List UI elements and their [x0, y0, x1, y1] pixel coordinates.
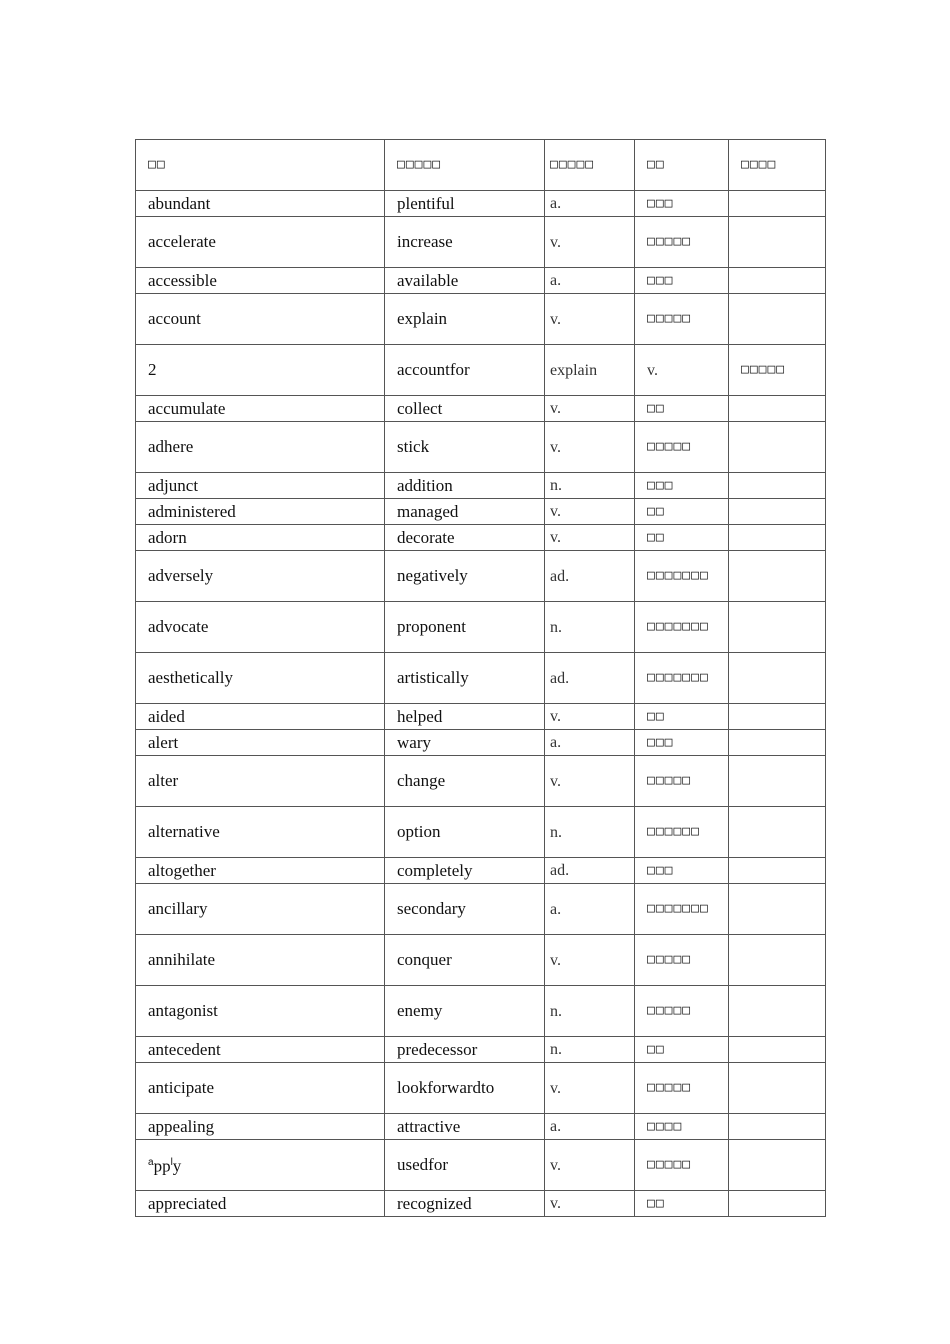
cell-word — [136, 1037, 385, 1063]
part-of-speech: a. — [550, 734, 562, 751]
part-of-speech: v. — [550, 529, 561, 546]
cell-note — [729, 1191, 826, 1217]
cell-synonym — [385, 986, 545, 1037]
placeholder-glyphs: □□□□□ — [647, 1003, 692, 1018]
cell-meaning — [635, 858, 729, 884]
part-of-speech: n. — [550, 1002, 562, 1020]
cell-text: ancillary — [148, 899, 208, 918]
cell-meaning — [635, 653, 729, 704]
cell-pos — [545, 268, 635, 294]
cell-text: enemy — [397, 1001, 443, 1020]
cell-pos — [545, 473, 635, 499]
cell-pos — [545, 217, 635, 268]
table-row — [136, 602, 826, 653]
part-of-speech: v. — [550, 438, 561, 456]
cell-note — [729, 499, 826, 525]
cell-text: accelerate — [148, 232, 216, 251]
placeholder-glyphs: □□□□□□□ — [647, 670, 709, 685]
cell-meaning — [635, 294, 729, 345]
placeholder-glyphs: □□□□□ — [647, 1080, 692, 1095]
cell-synonym — [385, 268, 545, 294]
part-of-speech: n. — [550, 1041, 562, 1058]
placeholder-glyphs: □□□□□□ — [647, 824, 700, 839]
cell-word — [136, 396, 385, 422]
part-of-speech: n. — [550, 618, 562, 636]
cell-meaning — [635, 473, 729, 499]
cell-synonym — [385, 396, 545, 422]
placeholder-glyphs: □□□□□ — [647, 234, 692, 249]
cell-synonym — [385, 191, 545, 217]
cell-pos — [545, 1037, 635, 1063]
placeholder-glyphs: □□□ — [647, 195, 674, 211]
cell-text: option — [397, 822, 441, 841]
header-cell-synonym: □□□□□ — [385, 140, 545, 191]
table-row — [136, 499, 826, 525]
cell-synonym — [385, 858, 545, 884]
cell-note — [729, 884, 826, 935]
cell-word — [136, 473, 385, 499]
cell-synonym — [385, 704, 545, 730]
header-cell-pos: □□□□□ — [545, 140, 635, 191]
cell-text: account — [148, 309, 201, 328]
cell-synonym — [385, 551, 545, 602]
cell-text: adjunct — [148, 475, 199, 495]
table-row — [136, 858, 826, 884]
cell-meaning — [635, 1063, 729, 1114]
cell-text: aesthetically — [148, 668, 233, 687]
cell-text: wary — [397, 732, 431, 752]
cell-meaning — [635, 730, 729, 756]
cell-pos — [545, 191, 635, 217]
cell-word — [136, 294, 385, 345]
part-of-speech: explain — [550, 361, 598, 379]
cell-text: addition — [397, 475, 453, 495]
cell-pos — [545, 499, 635, 525]
cell-pos — [545, 1063, 635, 1114]
cell-text: 2 — [148, 360, 157, 379]
placeholder-glyphs: □□□ — [647, 272, 674, 288]
cell-meaning — [635, 268, 729, 294]
cell-meaning — [635, 191, 729, 217]
cell-synonym — [385, 653, 545, 704]
cell-meaning — [635, 1140, 729, 1191]
table-row — [136, 756, 826, 807]
cell-synonym — [385, 525, 545, 551]
cell-synonym — [385, 1191, 545, 1217]
placeholder-glyphs: □□□□□ — [647, 952, 692, 967]
cell-text: stick — [397, 437, 430, 456]
cell-pos — [545, 986, 635, 1037]
cell-text: antecedent — [148, 1039, 221, 1059]
cell-text: conquer — [397, 950, 452, 969]
placeholder-glyphs: □□□□□□□ — [647, 568, 709, 583]
cell-word — [136, 345, 385, 396]
cell-note — [729, 422, 826, 473]
cell-text: usedfor — [397, 1155, 448, 1174]
word-fragment: pp — [153, 1156, 171, 1176]
cell-pos — [545, 1114, 635, 1140]
placeholder-glyphs: □□□□□□□ — [647, 619, 709, 634]
table-row — [136, 1114, 826, 1140]
cell-note — [729, 217, 826, 268]
cell-word — [136, 525, 385, 551]
cell-text: abundant — [148, 193, 211, 213]
cell-pos — [545, 730, 635, 756]
cell-synonym — [385, 756, 545, 807]
part-of-speech: v. — [647, 361, 658, 379]
cell-synonym — [385, 294, 545, 345]
cell-text: alert — [148, 732, 179, 752]
cell-word — [136, 653, 385, 704]
cell-note — [729, 191, 826, 217]
part-of-speech: v. — [550, 1079, 561, 1097]
cell-note — [729, 807, 826, 858]
cell-text: anticipate — [148, 1078, 215, 1097]
cell-meaning — [635, 1037, 729, 1063]
part-of-speech: ad. — [550, 669, 570, 687]
table-row — [136, 653, 826, 704]
cell-synonym — [385, 602, 545, 653]
cell-pos — [545, 1191, 635, 1217]
cell-note — [729, 704, 826, 730]
cell-text: collect — [397, 398, 443, 418]
cell-word — [136, 499, 385, 525]
cell-synonym — [385, 345, 545, 396]
cell-pos — [545, 294, 635, 345]
cell-word — [136, 756, 385, 807]
cell-text: completely — [397, 860, 473, 880]
cell-synonym — [385, 1037, 545, 1063]
header-cell-note: □□□□ — [729, 140, 826, 191]
cell-text: change — [397, 771, 446, 790]
vocabulary-table — [135, 139, 826, 1217]
table-row — [136, 730, 826, 756]
word-fragment: a — [148, 1157, 154, 1169]
cell-synonym — [385, 473, 545, 499]
cell-word — [136, 268, 385, 294]
cell-text: explain — [397, 309, 448, 328]
cell-pos — [545, 1140, 635, 1191]
table-row — [136, 986, 826, 1037]
cell-text: administered — [148, 501, 236, 521]
cell-note — [729, 473, 826, 499]
word-fragment: y — [172, 1156, 182, 1176]
table-row — [136, 422, 826, 473]
cell-note — [729, 345, 826, 396]
table-row — [136, 1191, 826, 1217]
cell-pos — [545, 422, 635, 473]
part-of-speech: a. — [550, 1118, 562, 1135]
cell-word — [136, 1063, 385, 1114]
placeholder-glyphs: □□□□□ — [647, 311, 692, 326]
table-row — [136, 551, 826, 602]
table-row — [136, 1063, 826, 1114]
cell-synonym — [385, 1114, 545, 1140]
cell-pos — [545, 935, 635, 986]
cell-text: artistically — [397, 668, 469, 687]
part-of-speech: v. — [550, 310, 561, 328]
header-cell-meaning: □□ — [635, 140, 729, 191]
cell-text: proponent — [397, 617, 466, 636]
cell-text: altogether — [148, 860, 216, 880]
cell-note — [729, 268, 826, 294]
cell-synonym — [385, 1140, 545, 1191]
placeholder-glyphs: □□ — [647, 400, 665, 416]
cell-pos — [545, 653, 635, 704]
cell-note — [729, 653, 826, 704]
cell-synonym — [385, 807, 545, 858]
part-of-speech: v. — [550, 708, 561, 725]
part-of-speech: n. — [550, 477, 562, 494]
cell-text: plentiful — [397, 193, 455, 213]
cell-meaning — [635, 704, 729, 730]
cell-meaning — [635, 217, 729, 268]
cell-synonym — [385, 217, 545, 268]
placeholder-glyphs: □□□ — [647, 477, 674, 493]
table-header-row — [136, 140, 826, 191]
table-row — [136, 396, 826, 422]
cell-text: helped — [397, 706, 443, 726]
cell-note — [729, 986, 826, 1037]
cell-synonym — [385, 1063, 545, 1114]
cell-meaning — [635, 525, 729, 551]
cell-note — [729, 294, 826, 345]
cell-text: accessible — [148, 270, 217, 290]
cell-word — [136, 1191, 385, 1217]
cell-text: alternative — [148, 822, 220, 841]
cell-pos — [545, 884, 635, 935]
cell-pos — [545, 756, 635, 807]
cell-pos — [545, 704, 635, 730]
cell-text: annihilate — [148, 950, 216, 969]
part-of-speech: ad. — [550, 862, 570, 879]
cell-synonym — [385, 730, 545, 756]
cell-pos — [545, 396, 635, 422]
table-row — [136, 191, 826, 217]
table-row — [136, 345, 826, 396]
cell-note — [729, 935, 826, 986]
cell-note — [729, 1140, 826, 1191]
placeholder-glyphs: □□□□□ — [647, 439, 692, 454]
cell-meaning — [635, 935, 729, 986]
cell-text: antagonist — [148, 1001, 218, 1020]
placeholder-glyphs: □□ — [647, 1195, 665, 1211]
cell-text: predecessor — [397, 1039, 478, 1059]
cell-meaning — [635, 884, 729, 935]
cell-text: adversely — [148, 566, 214, 585]
cell-synonym — [385, 884, 545, 935]
cell-word — [136, 858, 385, 884]
cell-word — [136, 217, 385, 268]
cell-word — [136, 884, 385, 935]
part-of-speech: v. — [550, 951, 561, 969]
cell-meaning — [635, 807, 729, 858]
placeholder-glyphs: □□□□□ — [741, 362, 786, 377]
cell-word — [136, 191, 385, 217]
cell-word — [136, 704, 385, 730]
cell-word — [136, 730, 385, 756]
cell-word — [136, 935, 385, 986]
cell-text: adorn — [148, 527, 187, 547]
table-row — [136, 935, 826, 986]
part-of-speech: v. — [550, 1156, 561, 1174]
placeholder-glyphs: □□ — [647, 503, 665, 519]
cell-note — [729, 525, 826, 551]
cell-meaning — [635, 396, 729, 422]
cell-text: appealing — [148, 1116, 215, 1136]
table-row — [136, 1140, 826, 1191]
cell-synonym — [385, 499, 545, 525]
cell-text: appreciated — [148, 1193, 227, 1213]
cell-word — [136, 807, 385, 858]
cell-text: lookforwardto — [397, 1078, 495, 1097]
cell-text: advocate — [148, 617, 209, 636]
table-row — [136, 217, 826, 268]
cell-note — [729, 756, 826, 807]
table-row — [136, 268, 826, 294]
cell-note — [729, 1114, 826, 1140]
table-row — [136, 525, 826, 551]
header-cell-word: □□ — [136, 140, 385, 191]
cell-text: recognized — [397, 1193, 472, 1213]
part-of-speech: v. — [550, 772, 561, 790]
cell-meaning — [635, 422, 729, 473]
cell-pos — [545, 858, 635, 884]
cell-meaning — [635, 756, 729, 807]
cell-pos — [545, 807, 635, 858]
cell-text: adhere — [148, 437, 194, 456]
table-row — [136, 1037, 826, 1063]
part-of-speech: a. — [550, 195, 562, 212]
placeholder-glyphs: □□□ — [647, 862, 674, 878]
cell-meaning — [635, 499, 729, 525]
table-row — [136, 807, 826, 858]
cell-text: managed — [397, 501, 459, 521]
placeholder-glyphs: □□□□□ — [647, 773, 692, 788]
cell-pos — [545, 345, 635, 396]
cell-text: accumulate — [148, 398, 226, 418]
cell-meaning — [635, 602, 729, 653]
part-of-speech: n. — [550, 823, 562, 841]
cell-text: available — [397, 270, 459, 290]
cell-pos — [545, 525, 635, 551]
table-row — [136, 294, 826, 345]
word-fragment: l — [170, 1157, 173, 1169]
table-row — [136, 473, 826, 499]
cell-meaning — [635, 1191, 729, 1217]
cell-meaning — [635, 345, 729, 396]
cell-pos — [545, 602, 635, 653]
cell-text: accountfor — [397, 360, 470, 379]
cell-meaning — [635, 1114, 729, 1140]
placeholder-glyphs: □□□ — [647, 734, 674, 750]
cell-synonym — [385, 935, 545, 986]
cell-pos — [545, 551, 635, 602]
cell-word — [136, 422, 385, 473]
cell-word — [136, 551, 385, 602]
cell-text: alter — [148, 771, 179, 790]
cell-note — [729, 1037, 826, 1063]
part-of-speech: v. — [550, 400, 561, 417]
cell-note — [729, 551, 826, 602]
cell-word — [136, 602, 385, 653]
placeholder-glyphs: □□ — [647, 1041, 665, 1057]
cell-note — [729, 396, 826, 422]
cell-note — [729, 602, 826, 653]
table-row — [136, 704, 826, 730]
cell-word — [136, 1140, 385, 1191]
table-row — [136, 884, 826, 935]
placeholder-glyphs: □□ — [647, 529, 665, 545]
cell-synonym — [385, 422, 545, 473]
cell-note — [729, 858, 826, 884]
part-of-speech: a. — [550, 900, 562, 918]
cell-note — [729, 730, 826, 756]
placeholder-glyphs: □□□□□□□ — [647, 901, 709, 916]
cell-meaning — [635, 986, 729, 1037]
cell-meaning — [635, 551, 729, 602]
part-of-speech: ad. — [550, 567, 570, 585]
part-of-speech: v. — [550, 1195, 561, 1212]
cell-word — [136, 1114, 385, 1140]
placeholder-glyphs: □□□□ — [647, 1118, 683, 1134]
cell-text: negatively — [397, 566, 468, 585]
cell-word — [136, 986, 385, 1037]
cell-text: aided — [148, 706, 185, 726]
cell-text: increase — [397, 232, 453, 251]
part-of-speech: a. — [550, 272, 562, 289]
part-of-speech: v. — [550, 233, 561, 251]
cell-note — [729, 1063, 826, 1114]
placeholder-glyphs: □□□□□ — [647, 1157, 692, 1172]
cell-text: secondary — [397, 899, 466, 918]
placeholder-glyphs: □□ — [647, 708, 665, 724]
part-of-speech: v. — [550, 503, 561, 520]
cell-text: decorate — [397, 527, 455, 547]
cell-text: attractive — [397, 1116, 461, 1136]
